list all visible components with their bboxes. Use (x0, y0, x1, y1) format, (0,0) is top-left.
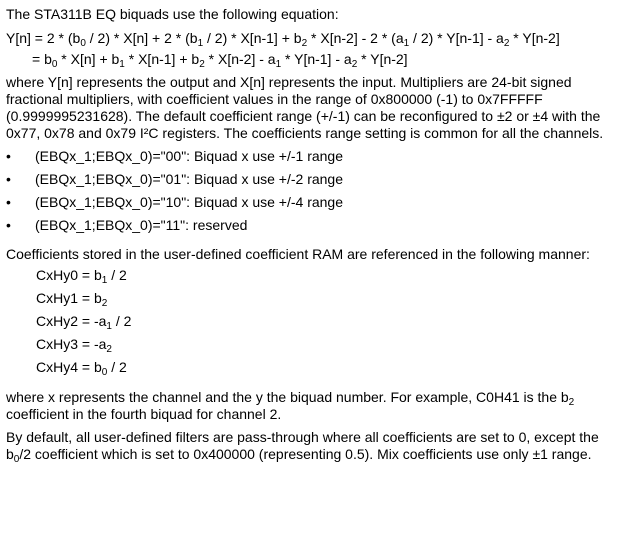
coefficient-ram-paragraph: Coefficients stored in the user-defined coefficient RAM are referenced in the following manner: (6, 246, 590, 262)
bullet-icon: • (6, 171, 11, 187)
bullet-text: (EBQx_1;EBQx_0)="00": Biquad x use +/-1 range (35, 148, 343, 164)
coefficient-mapping-item: CxHy1 = $b_2$ (36, 290, 108, 309)
coefficient-mapping-list (36, 267, 624, 382)
subscript-index: 1 (197, 38, 204, 49)
bullet-icon: • (6, 148, 11, 164)
subscript-index: 2 (503, 38, 510, 49)
bullet-text: (EBQx_1;EBQx_0)="11": reserved (35, 217, 248, 233)
subscript-index: 1 (106, 321, 112, 332)
intro-text: The STA311B EQ biquads use the following equation: (6, 6, 339, 22)
subscript-index: 1 (101, 275, 108, 286)
range-bullet-item (6, 194, 624, 217)
range-bullet-item (6, 217, 624, 240)
default-filter-paragraph: By default, all user-defined filters are pass-through where all coefficients are set to 0, except the $b_0/2$ coefficient which is set to 0x400000 (representing 0.5). Mix coefficients use only ±1 range. (6, 429, 599, 465)
multiplier-description-paragraph: where Y[n] represents the output and X[n] represents the input. Multipliers are 24-bit signed fractional multipliers, with coefficient values in the range of 0x800000 (-1) to 0x7FFFFF (0.9999995231628). The default coefficient range (+/-1) can be reconfigured to ±2 or ±4 with the 0x77, 0x78 and 0x79 I²C registers. The coefficients range setting is common for all the channels. (6, 74, 604, 141)
range-bullet-list (6, 148, 624, 240)
range-bullet-item (6, 148, 624, 171)
bullet-text: (EBQx_1;EBQx_0)="10": Biquad x use +/-4 range (35, 194, 343, 210)
biquad-equation-line-1: $Y[n] = 2 * (b_0 / 2) * X[n] + 2 * (b_1 / 2) * X[n-1] + b_2 * X[n-2] - 2 * (a_1 / 2) * Y[n-1] - a_2 * Y[n-2]$ (6, 30, 560, 49)
coefficient-mapping-item: CxHy3 = $-a_2$ (36, 336, 112, 355)
subscript-index: 2 (351, 59, 358, 70)
subscript-index: 1 (119, 59, 125, 70)
biquad-equation-line-2: = $b_0 * X[n] + b_1 * X[n-1] + b_2 * X[n-2] - a_1 * Y[n-1] - a_2 * Y[n-2]$ (32, 51, 408, 70)
subscript-index: 1 (403, 38, 410, 49)
subscript-index: 2 (101, 298, 108, 309)
bullet-icon: • (6, 194, 11, 210)
subscript-index: 0 (80, 38, 86, 49)
channel-explanation-paragraph: where x represents the channel and the y the biquad number. For example, C0H41 is the $b_2$ coefficient in the fourth biquad for channel 2. (6, 389, 575, 422)
subscript-index: 2 (199, 59, 205, 70)
coefficient-mapping-item: CxHy0 = $b_1 / 2$ (36, 267, 127, 286)
subscript-index: 1 (275, 59, 282, 70)
range-bullet-item (6, 171, 624, 194)
subscript-index: 2 (106, 344, 112, 355)
subscript-index: 2 (301, 38, 308, 49)
bullet-text: (EBQx_1;EBQx_0)="01": Biquad x use +/-2 range (35, 171, 343, 187)
subscript-index: 2 (568, 397, 575, 408)
coefficient-mapping-item: CxHy2 = $-a_1 / 2$ (36, 313, 132, 332)
bullet-icon: • (6, 217, 11, 233)
subscript-index: 0 (13, 454, 20, 465)
coefficient-mapping-item: CxHy4 = $b_0 / 2$ (36, 359, 127, 378)
subscript-index: 0 (101, 367, 108, 378)
subscript-index: 0 (51, 59, 58, 70)
